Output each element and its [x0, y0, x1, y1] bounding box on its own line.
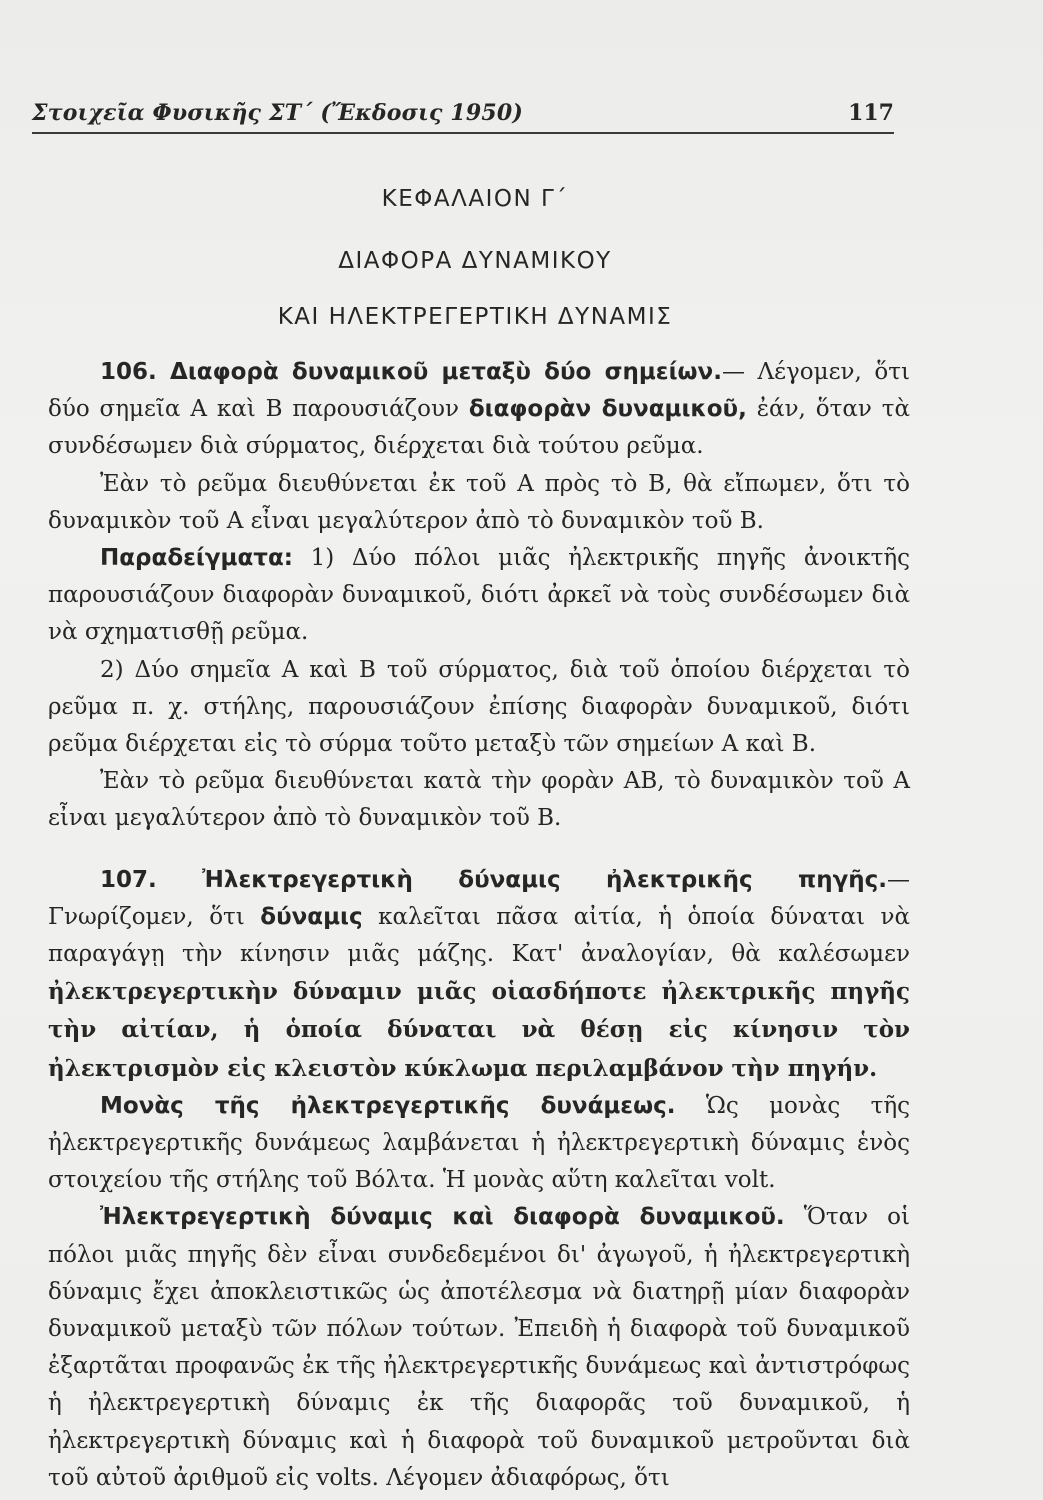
chapter-title-line1: ΔΙΑΦΟΡΑ ΔΥΝΑΜΙΚΟΥ	[338, 248, 612, 274]
section-106-paragraph-2: Ἐὰν τὸ ρεῦμα διευθύνεται ἐκ τοῦ Α πρὸς τὸ Β, θὰ εἴπωμεν, ὅτι τὸ δυναμικὸν τοῦ Α εἶναι μεγαλύτερον ἀπὸ τὸ δυναμικὸν τοῦ Β.	[48, 470, 910, 534]
examples-paragraph	[48, 540, 910, 652]
emf-label: Ἠλεκτρεγερτικὴ δύναμις καὶ διαφορὰ δυναμικοῦ.	[100, 1204, 785, 1231]
example-2-paragraph-b: Ἐὰν τὸ ρεῦμα διευθύνεται κατὰ τὴν φορὰν ΑΒ, τὸ δυναμικὸν τοῦ Α εἶναι μεγαλύτερον ἀπὸ τὸ δυναμικὸν τοῦ Β.	[48, 768, 910, 832]
running-header	[32, 98, 894, 134]
section-107-paragraph	[48, 862, 910, 1088]
emf-text: Ὅταν οἱ πόλοι μιᾶς πηγῆς δὲν εἶναι συνδεδεμένοι δι' ἀγωγοῦ, ἡ ἠλεκτρεγερτικὴ δύναμις ἔχει ἀποκλειστικῶς ὡς ἀποτέλεσμα νὰ διατηρῇ μίαν διαφορὰν δυναμικοῦ μεταξὺ τῶν πόλων τούτων. Ἐπειδὴ ἡ διαφορὰ τοῦ δυναμικοῦ ἐξαρτᾶται προφανῶς ἐκ τῆς ἠλεκτρεγερτικῆς δυνάμεως καὶ ἀντιστρόφως ἡ ἠλεκτρεγερτικὴ δύναμις ἐκ τῆς διαφορᾶς τοῦ δυναμικοῦ, ἡ ἠλεκτρεγερτικὴ δύναμις καὶ ἡ διαφορὰ τοῦ δυναμικοῦ μετροῦνται διὰ τοῦ αὐτοῦ ἀριθμοῦ εἰς volts. Λέγομεν ἀδιαφόρως, ὅτι	[48, 1204, 910, 1491]
unit-label: Μονὰς τῆς ἠλεκτρεγερτικῆς δυνάμεως.	[100, 1092, 676, 1119]
section-107-text-b: καλεῖται πᾶσα αἰτία, ἡ ὁποία δύναται νὰ παραγάγῃ τὴν κίνησιν μιᾶς μάζης. Κατ' ἀναλογίαν, θὰ καλέσωμεν	[48, 903, 911, 968]
section-107-bold-word: δύναμις	[260, 903, 363, 930]
page-number: 117	[848, 100, 894, 126]
section-107-heading: 107. Ἠλεκτρεγερτικὴ δύναμις ἠλεκτρικῆς πηγῆς.	[100, 866, 887, 893]
unit-text: Ὡς μονὰς τῆς ἠλεκτρεγερτικῆς δυνάμεως λαμβάνεται ἡ ἠλεκτρεγερτικὴ δύναμις ἑνὸς στοιχείου τῆς στήλης τοῦ Βόλτα. Ἡ μονὰς αὕτη καλεῖται volt.	[48, 1092, 911, 1194]
section-106-heading: 106. Διαφορὰ δυναμικοῦ μεταξὺ δύο σημείων.	[100, 359, 722, 385]
body-text	[48, 354, 910, 1497]
section-106-text-a: — Λέγομεν, ὅτι δύο σημεῖα Α καὶ Β παρουσιάζουν	[48, 359, 910, 423]
section-107-text-a: — Γνωρίζομεν, ὅτι	[48, 866, 910, 930]
section-106-paragraph	[48, 354, 910, 466]
example-2-paragraph: 2) Δύο σημεῖα Α καὶ Β τοῦ σύρματος, διὰ τοῦ ὁποίου διέρχεται τὸ ρεῦμα π. χ. στήλης, παρουσιάζουν ἐπίσης διαφορὰν δυναμικοῦ, διότι ρεῦμα διέρχεται εἰς τὸ σύρμα τοῦτο μεταξὺ τῶν σημείων Α καὶ Β.	[48, 656, 910, 758]
emf-paragraph	[48, 1199, 910, 1497]
chapter-label: ΚΕΦΑΛΑΙΟΝ Γ΄	[381, 186, 569, 212]
unit-paragraph	[48, 1088, 910, 1200]
example-1-text: 1) Δύο πόλοι μιᾶς ἠλεκτρικῆς πηγῆς ἀνοικτῆς παρουσιάζουν διαφορὰν δυναμικοῦ, διότι ἀρκεῖ νὰ τοὺς συνδέσωμεν διὰ νὰ σχηματισθῇ ρεῦμα.	[48, 545, 910, 646]
section-107-definition: ἠλεκτρεγερτικὴν δύναμιν μιᾶς οἱασδήποτε ἠλεκτρικῆς πηγῆς τὴν αἰτίαν, ἡ ὁποία δύναται νὰ θέσῃ εἰς κίνησιν τὸν ἠλεκτρισμὸν εἰς κλειστὸν κύκλωμα περιλαμβάνον τὴν πηγήν.	[48, 978, 910, 1082]
chapter-title-line2: ΚΑΙ ΗΛΕΚΤΡΕΓΕΡΤΙΚΗ ΔΥΝΑΜΙΣ	[277, 304, 673, 330]
running-title: Στοιχεῖα Φυσικῆς ΣΤ΄ (Ἔκδοσις 1950)	[32, 100, 524, 126]
section-106-bold-term: διαφορὰν δυναμικοῦ,	[468, 396, 747, 423]
section-106-text-b: ἐάν, ὅταν τὰ συνδέσωμεν διὰ σύρματος, διέρχεται διὰ τούτου ρεῦμα.	[48, 396, 910, 460]
examples-label: Παραδείγματα:	[100, 545, 293, 572]
